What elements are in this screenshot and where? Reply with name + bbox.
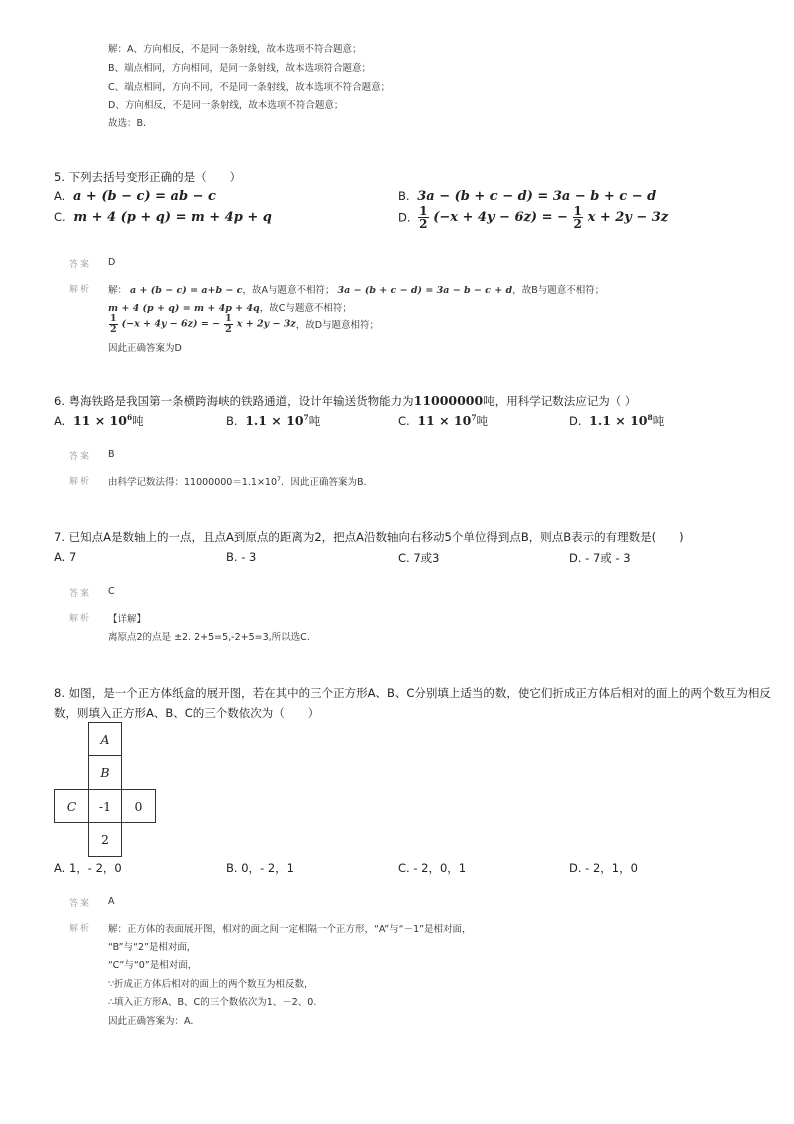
option-c[interactable]: C. 7或3 xyxy=(398,551,440,565)
analysis-line: ∴填入正方形A、B、C的三个数依次为1、－2、0. xyxy=(108,997,317,1008)
question-stem-line: 8. 如图，是一个正方体纸盒的展开图，若在其中的三个正方形A、B、C分别填上适当的数，使它们折成正方体后相对的面上的两个数互为相反 xyxy=(54,686,771,700)
answer-label: 答案 xyxy=(69,589,92,599)
question-stem: 6. 粤海铁路是我国第一条横跨海峡的铁路通道，设计年输送货物能力为11000000吨，用科学记数法应记为（ ） xyxy=(54,393,637,408)
option-d[interactable]: D. $1.1 \times 10^8$吨 xyxy=(569,413,665,428)
option-a[interactable]: A. a + (b − c) = ab − c xyxy=(54,189,216,204)
analysis-line: $\frac{1}{2}$ (−x + 4y − 6z) = − $\frac{1}{2}$ x + 2y − 3z，故D与题意相符； xyxy=(110,313,380,335)
prev-explain-line: D、方向相反，不是同一条射线，故本选项不符合题意； xyxy=(108,100,344,111)
option-d[interactable]: D. $\frac{1}{2}$ (−x + 4y − 6z) = − $\frac{1}{2}$ x + 2y − 3z xyxy=(398,204,669,231)
option-a[interactable]: A. 7 xyxy=(54,550,77,564)
answer-value: C xyxy=(108,586,115,597)
analysis-label: 解析 xyxy=(69,614,92,624)
net-cell-c: C xyxy=(54,789,89,823)
option-b[interactable]: B. $1.1 \times 10^7$吨 xyxy=(226,413,321,428)
option-a[interactable]: A. $11 \times 10^6$吨 xyxy=(54,413,144,428)
question-stem: 7. 已知点A是数轴上的一点，且点A到原点的距离为2，把点A沿数轴向右移动5个单位得到点B，则点B表示的有理数是( ) xyxy=(54,530,684,544)
option-c[interactable]: C. m + 4 (p + q) = m + 4p + q xyxy=(54,210,272,225)
net-cell-a: A xyxy=(88,722,122,756)
question-stem: 5. 下列去括号变形正确的是（ ） xyxy=(54,170,242,184)
option-d[interactable]: D. - 2，1，0 xyxy=(569,861,638,875)
option-c[interactable]: C. $11 \times 10^7$吨 xyxy=(398,413,489,428)
option-a[interactable]: A. 1，- 2，0 xyxy=(54,861,122,875)
answer-value: B xyxy=(108,449,115,460)
answer-value: D xyxy=(108,257,116,268)
prev-explain-line: 故选：B. xyxy=(108,118,147,129)
prev-explain-line: 解：A、方向相反，不是同一条射线，故本选项不符合题意； xyxy=(108,44,362,55)
analysis-line: 离原点2的点是 ±2. 2+5=5,-2+5=3,所以选C. xyxy=(108,632,310,643)
answer-label: 答案 xyxy=(69,452,92,462)
analysis-line: 由科学记数法得：$11000000=1.1\times 10^7$．因此正确答案为B. xyxy=(108,475,367,488)
option-d[interactable]: D. - 7或 - 3 xyxy=(569,551,631,565)
analysis-line: “B”与“2”是相对面， xyxy=(108,942,197,953)
analysis-line: m + 4 (p + q) = m + 4p + 4q，故C与题意不相符； xyxy=(108,303,352,314)
question-stem-line: 数，则填入正方形A、B、C的三个数依次为（ ） xyxy=(54,706,320,720)
analysis-label: 解析 xyxy=(69,285,92,295)
option-b[interactable]: B. - 3 xyxy=(226,550,257,564)
net-cell-zero: 0 xyxy=(121,789,156,823)
analysis-label: 解析 xyxy=(69,924,92,934)
net-cell-b: B xyxy=(88,755,122,790)
option-c[interactable]: C. - 2，0，1 xyxy=(398,861,467,875)
answer-value: A xyxy=(108,896,115,907)
analysis-line: 解：正方体的表面展开图，相对的面之间一定相隔一个正方形，“A”与“－1”是相对面， xyxy=(108,924,472,935)
answer-label: 答案 xyxy=(69,899,92,909)
net-cell-two: 2 xyxy=(88,822,122,857)
analysis-title: 【详解】 xyxy=(108,614,147,625)
prev-explain-line: B、端点相同，方向相同，是同一条射线，故本选项符合题意； xyxy=(108,63,372,74)
prev-explain-line: C、端点相同，方向不同，不是同一条射线，故本选项不符合题意； xyxy=(108,82,391,93)
analysis-line: 解： a + (b − c) = a+b − c，故A与题意不相符； 3a − (b + c − d) = 3a − b − c + d，故B与题意不相符； xyxy=(108,285,605,296)
analysis-label: 解析 xyxy=(69,477,92,487)
analysis-line: ∵折成正方体后相对的面上的两个数互为相反数， xyxy=(108,979,314,990)
analysis-line: 因此正确答案为：A. xyxy=(108,1016,194,1027)
net-cell-minus-one: -1 xyxy=(88,789,122,823)
option-b[interactable]: B. 3a − (b + c − d) = 3a − b + c − d xyxy=(398,189,657,204)
option-b[interactable]: B. 0，- 2，1 xyxy=(226,861,294,875)
analysis-line: 因此正确答案为D xyxy=(108,343,182,354)
analysis-line: “C”与“0”是相对面， xyxy=(108,960,198,971)
answer-label: 答案 xyxy=(69,260,92,270)
